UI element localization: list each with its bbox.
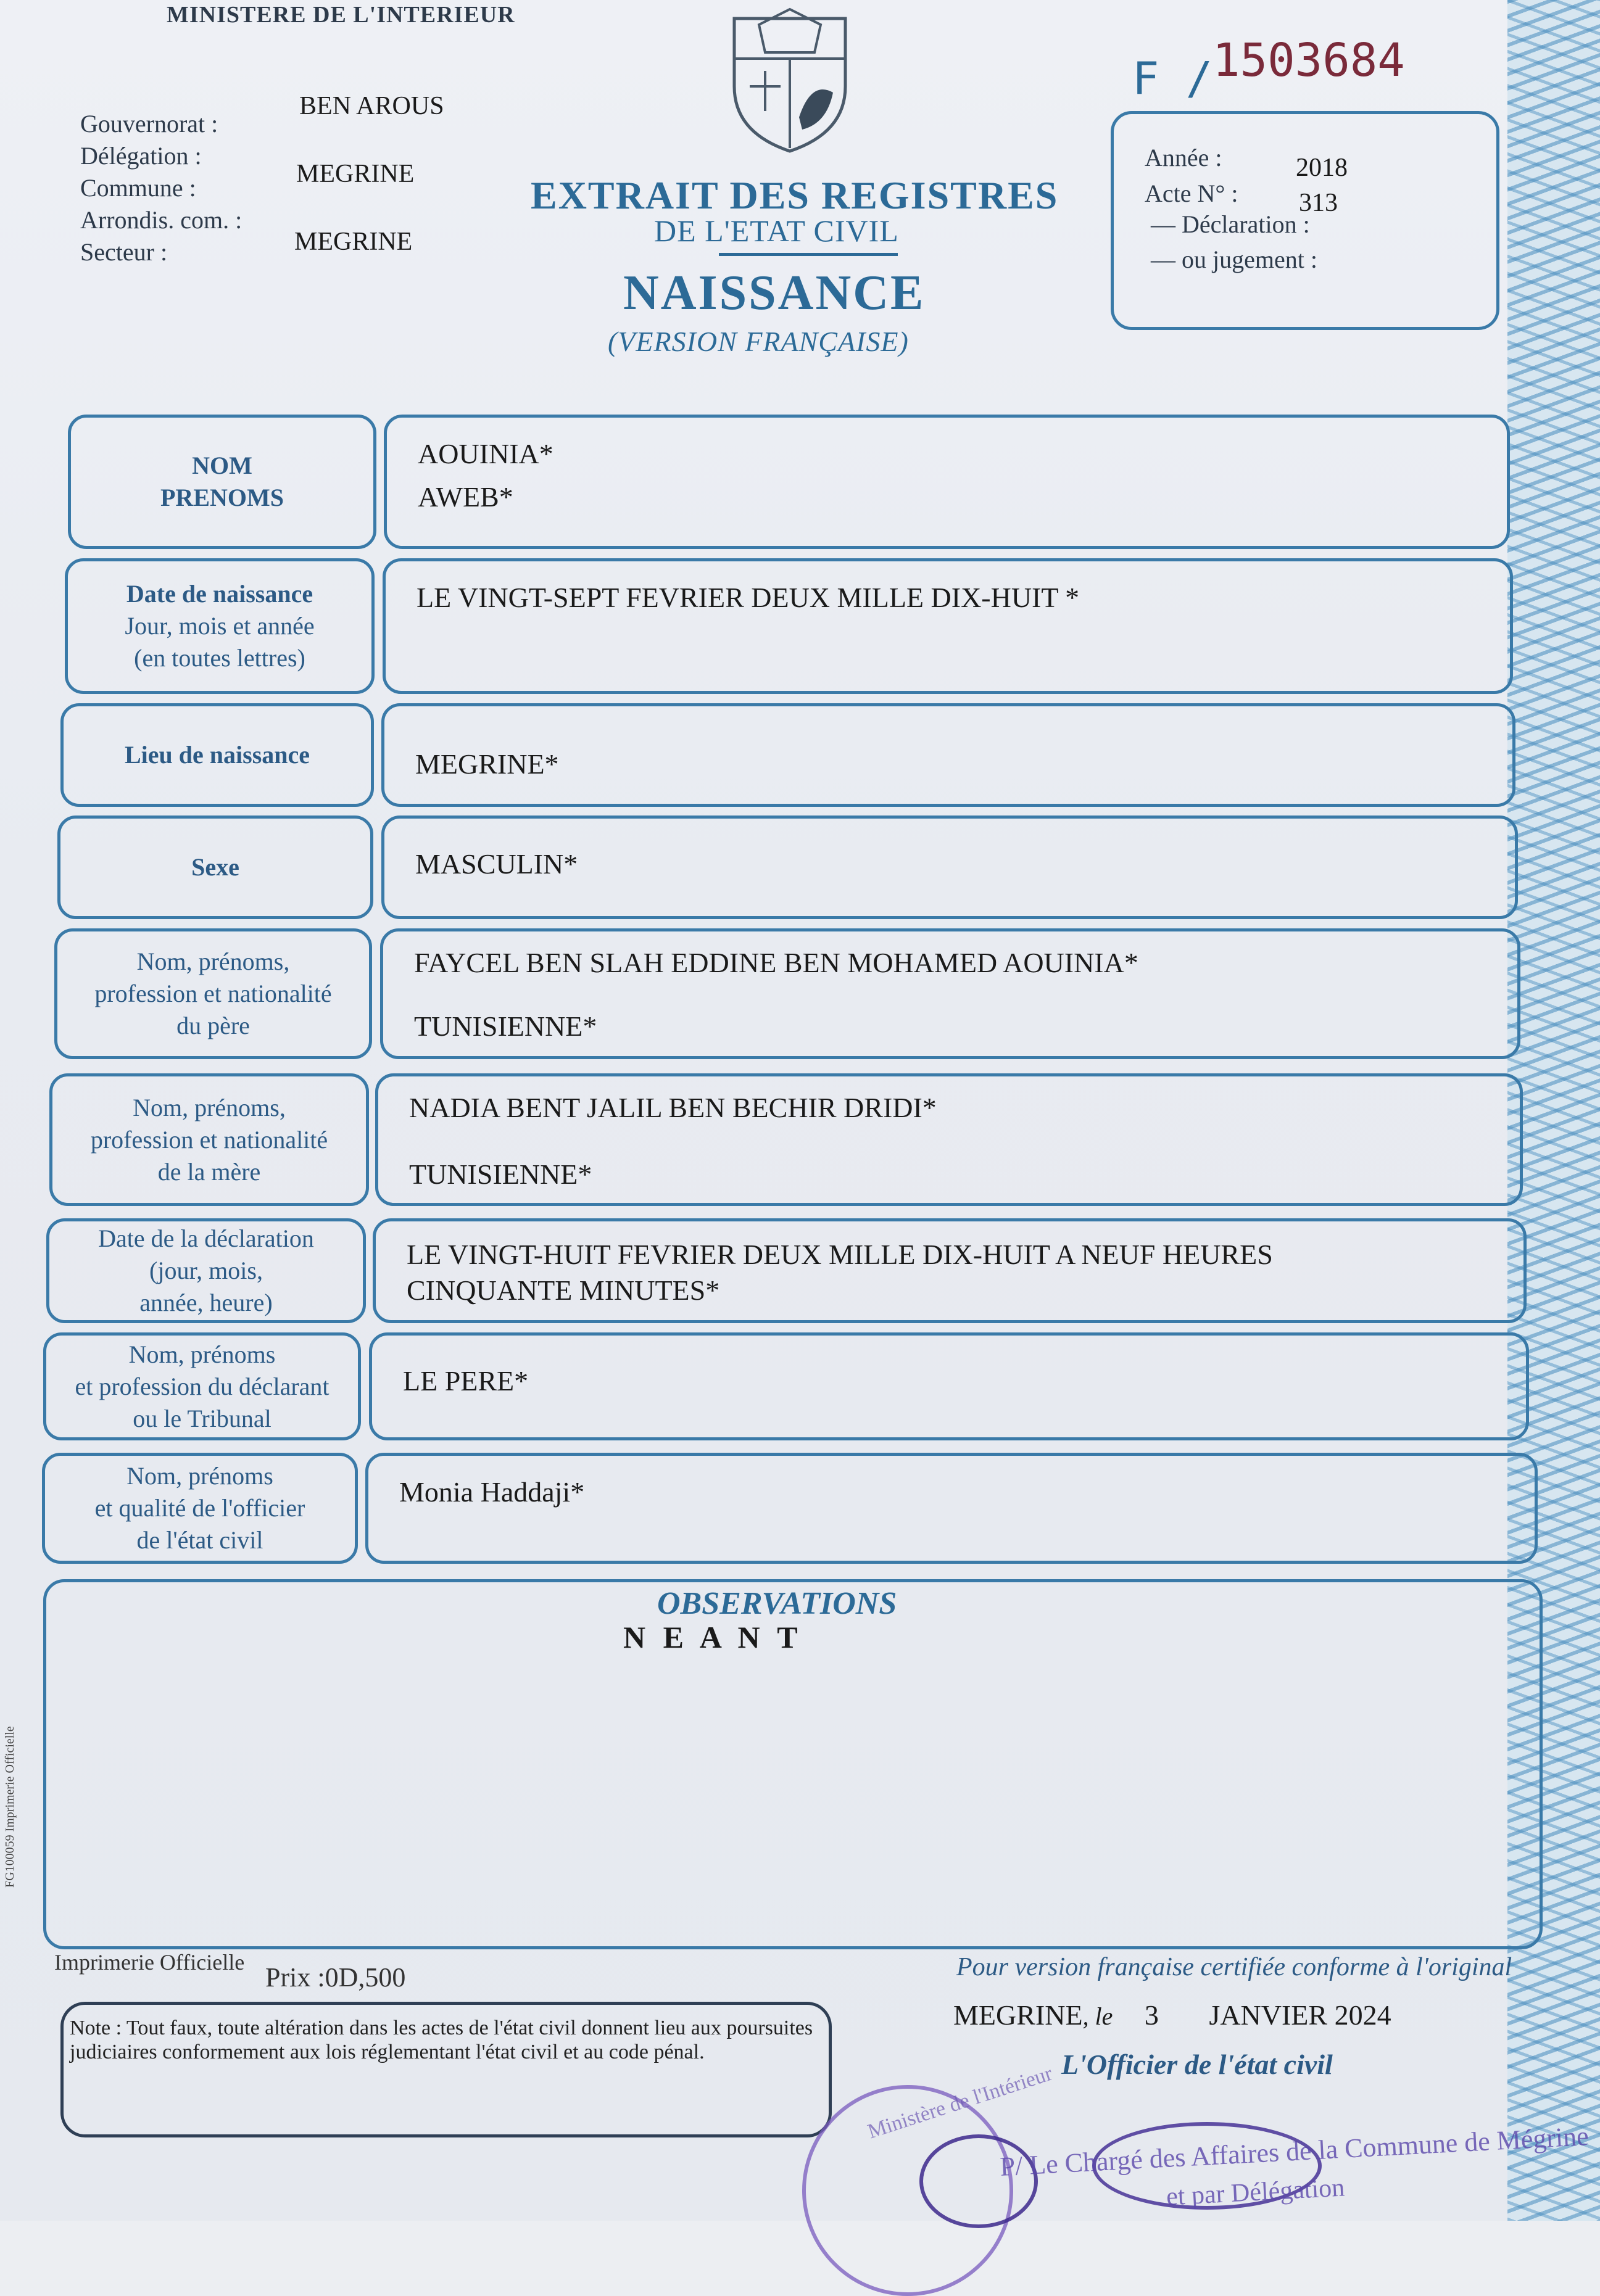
- title-extrait: EXTRAIT DES REGISTRES: [531, 173, 1059, 217]
- jugement-label: — ou jugement :: [1151, 246, 1317, 273]
- lieu-naissance-field: [381, 703, 1515, 807]
- officier-label-line1: Nom, prénoms: [126, 1462, 273, 1490]
- signature-stamp-line2: et par Délégation: [1165, 2173, 1346, 2211]
- commune-value: MEGRINE: [296, 160, 415, 188]
- secteur-value: MEGRINE: [294, 228, 413, 256]
- gouvernorat-value: BEN AROUS: [299, 92, 444, 120]
- serial-prefix: F /: [1132, 52, 1213, 104]
- officier-label-line2: et qualité de l'officier: [94, 1494, 305, 1522]
- pere-name-value: FAYCEL BEN SLAH EDDINE BEN MOHAMED AOUINIA*: [414, 947, 1138, 978]
- sexe-label: [57, 816, 373, 919]
- declarant-label-line3: ou le Tribunal: [133, 1404, 272, 1432]
- admin-labels: [80, 108, 242, 268]
- acte-value: 313: [1299, 189, 1338, 217]
- pere-field: [380, 928, 1520, 1059]
- declarant-label: [43, 1332, 361, 1440]
- nom-prenoms-field: [384, 415, 1510, 549]
- declaration-label: — Déclaration :: [1151, 210, 1310, 238]
- declaration-date-label-line1: Date de la déclaration: [98, 1224, 314, 1252]
- officier-label-line3: de l'état civil: [136, 1526, 263, 1554]
- officier-field: [365, 1453, 1538, 1564]
- certification-text: Pour version française certifiée conforme à l'original: [956, 1953, 1512, 1981]
- date-place-line: [953, 1999, 1391, 2031]
- secteur-label: Secteur :: [80, 238, 168, 266]
- lieu-naissance-label-title: Lieu de naissance: [124, 741, 310, 769]
- title-version: (VERSION FRANÇAISE): [608, 326, 909, 357]
- date-naissance-field: [383, 558, 1513, 694]
- declaration-date-label-line2: (jour, mois,: [149, 1257, 263, 1284]
- date-naissance-label: [65, 558, 375, 694]
- title-underline: [719, 253, 898, 256]
- prix-field: [265, 1962, 405, 1993]
- officier-value: Monia Haddaji*: [399, 1476, 585, 1508]
- arrondissement-label: Arrondis. com. :: [80, 206, 242, 234]
- delegation-label: Délégation :: [80, 142, 202, 170]
- mere-label-line3: de la mère: [157, 1157, 261, 1186]
- coat-of-arms-icon: [722, 0, 858, 154]
- pere-label-line2: profession et nationalité: [94, 980, 332, 1007]
- officier-label: [42, 1453, 358, 1564]
- imprimerie-label: Imprimerie Officielle: [54, 1950, 245, 1975]
- title-naissance: NAISSANCE: [623, 266, 926, 320]
- lieu-naissance-value: MEGRINE*: [415, 748, 559, 780]
- title-etat-civil: DE L'ETAT CIVIL: [654, 213, 899, 248]
- ministry-heading: MINISTERE DE L'INTERIEUR: [167, 2, 515, 28]
- declarant-label-line2: et profession du déclarant: [75, 1372, 330, 1400]
- officer-title: L'Officier de l'état civil: [1061, 2049, 1333, 2080]
- pere-label-line3: du père: [176, 1012, 250, 1039]
- ministry-stamp-text: Ministère de l'Intérieur: [864, 2062, 1055, 2144]
- mere-field: [375, 1073, 1523, 1206]
- declarant-value: LE PERE*: [403, 1365, 529, 1397]
- nom-value: AOUINIA*: [418, 438, 553, 469]
- legal-note-text: Note : Tout faux, toute altération dans les actes de l'état civil donnent lieu aux poursuites judiciaires conformement aux lois réglementant l'état civil et au code pénal.: [70, 2017, 813, 2064]
- le-label: , le: [1082, 2002, 1113, 2030]
- mere-name-value: NADIA BENT JALIL BEN BECHIR DRIDI*: [409, 1092, 937, 1123]
- nom-label: NOM: [192, 452, 252, 479]
- declaration-date-label: [46, 1218, 366, 1323]
- prix-label: Prix :: [265, 1962, 325, 1992]
- declaration-date-value-line2: CINQUANTE MINUTES*: [407, 1274, 720, 1306]
- nom-prenoms-label: [68, 415, 376, 549]
- mere-nationalite-value: TUNISIENNE*: [409, 1158, 592, 1190]
- annee-value: 2018: [1296, 154, 1348, 182]
- prenoms-label: PRENOMS: [160, 484, 284, 511]
- date-naissance-label-line3: (en toutes lettres): [134, 644, 305, 672]
- serial-number: 1503684: [1212, 34, 1405, 87]
- observations-value: N E A N T: [623, 1620, 803, 1654]
- side-print-text: FG100059 Imprimerie Officielle: [3, 1726, 17, 1888]
- declarant-label-line1: Nom, prénoms: [128, 1340, 276, 1368]
- commune-label: Commune :: [80, 174, 196, 202]
- legal-note-box: [60, 2002, 832, 2137]
- sexe-field: [381, 816, 1518, 919]
- mere-label: [49, 1073, 369, 1206]
- declaration-date-field: [373, 1218, 1527, 1323]
- date-naissance-value: LE VINGT-SEPT FEVRIER DEUX MILLE DIX-HUIT *: [417, 582, 1080, 613]
- annee-label: Année :: [1145, 144, 1222, 171]
- day-value: 3: [1144, 1999, 1159, 2031]
- mere-label-line1: Nom, prénoms,: [133, 1093, 286, 1121]
- gouvernorat-label: Gouvernorat :: [80, 110, 218, 138]
- declaration-date-value-line1: LE VINGT-HUIT FEVRIER DEUX MILLE DIX-HUIT A NEUF HEURES: [407, 1239, 1273, 1270]
- sexe-label-title: Sexe: [191, 853, 239, 881]
- signature-stamp-line1: P/ Le Chargé des Affaires de la Commune de Mégrine: [999, 2121, 1590, 2182]
- observations-title: OBSERVATIONS: [657, 1586, 897, 1621]
- mere-label-line2: profession et nationalité: [90, 1125, 328, 1154]
- declaration-date-label-line3: année, heure): [139, 1289, 273, 1316]
- date-naissance-label-title: Date de naissance: [126, 580, 313, 608]
- pere-label-line1: Nom, prénoms,: [136, 948, 290, 975]
- date-naissance-label-line2: Jour, mois et année: [125, 612, 315, 640]
- place-value: MEGRINE: [953, 1999, 1083, 2031]
- prix-value: 0D,500: [325, 1962, 406, 1992]
- acte-label: Acte N° :: [1145, 180, 1238, 207]
- sexe-value: MASCULIN*: [415, 848, 578, 880]
- pere-label: [54, 928, 372, 1059]
- declarant-field: [369, 1332, 1529, 1440]
- lieu-naissance-label: [60, 703, 374, 807]
- prenoms-value: AWEB*: [418, 481, 513, 513]
- month-year-value: JANVIER 2024: [1209, 1999, 1391, 2031]
- pere-nationalite-value: TUNISIENNE*: [414, 1010, 597, 1042]
